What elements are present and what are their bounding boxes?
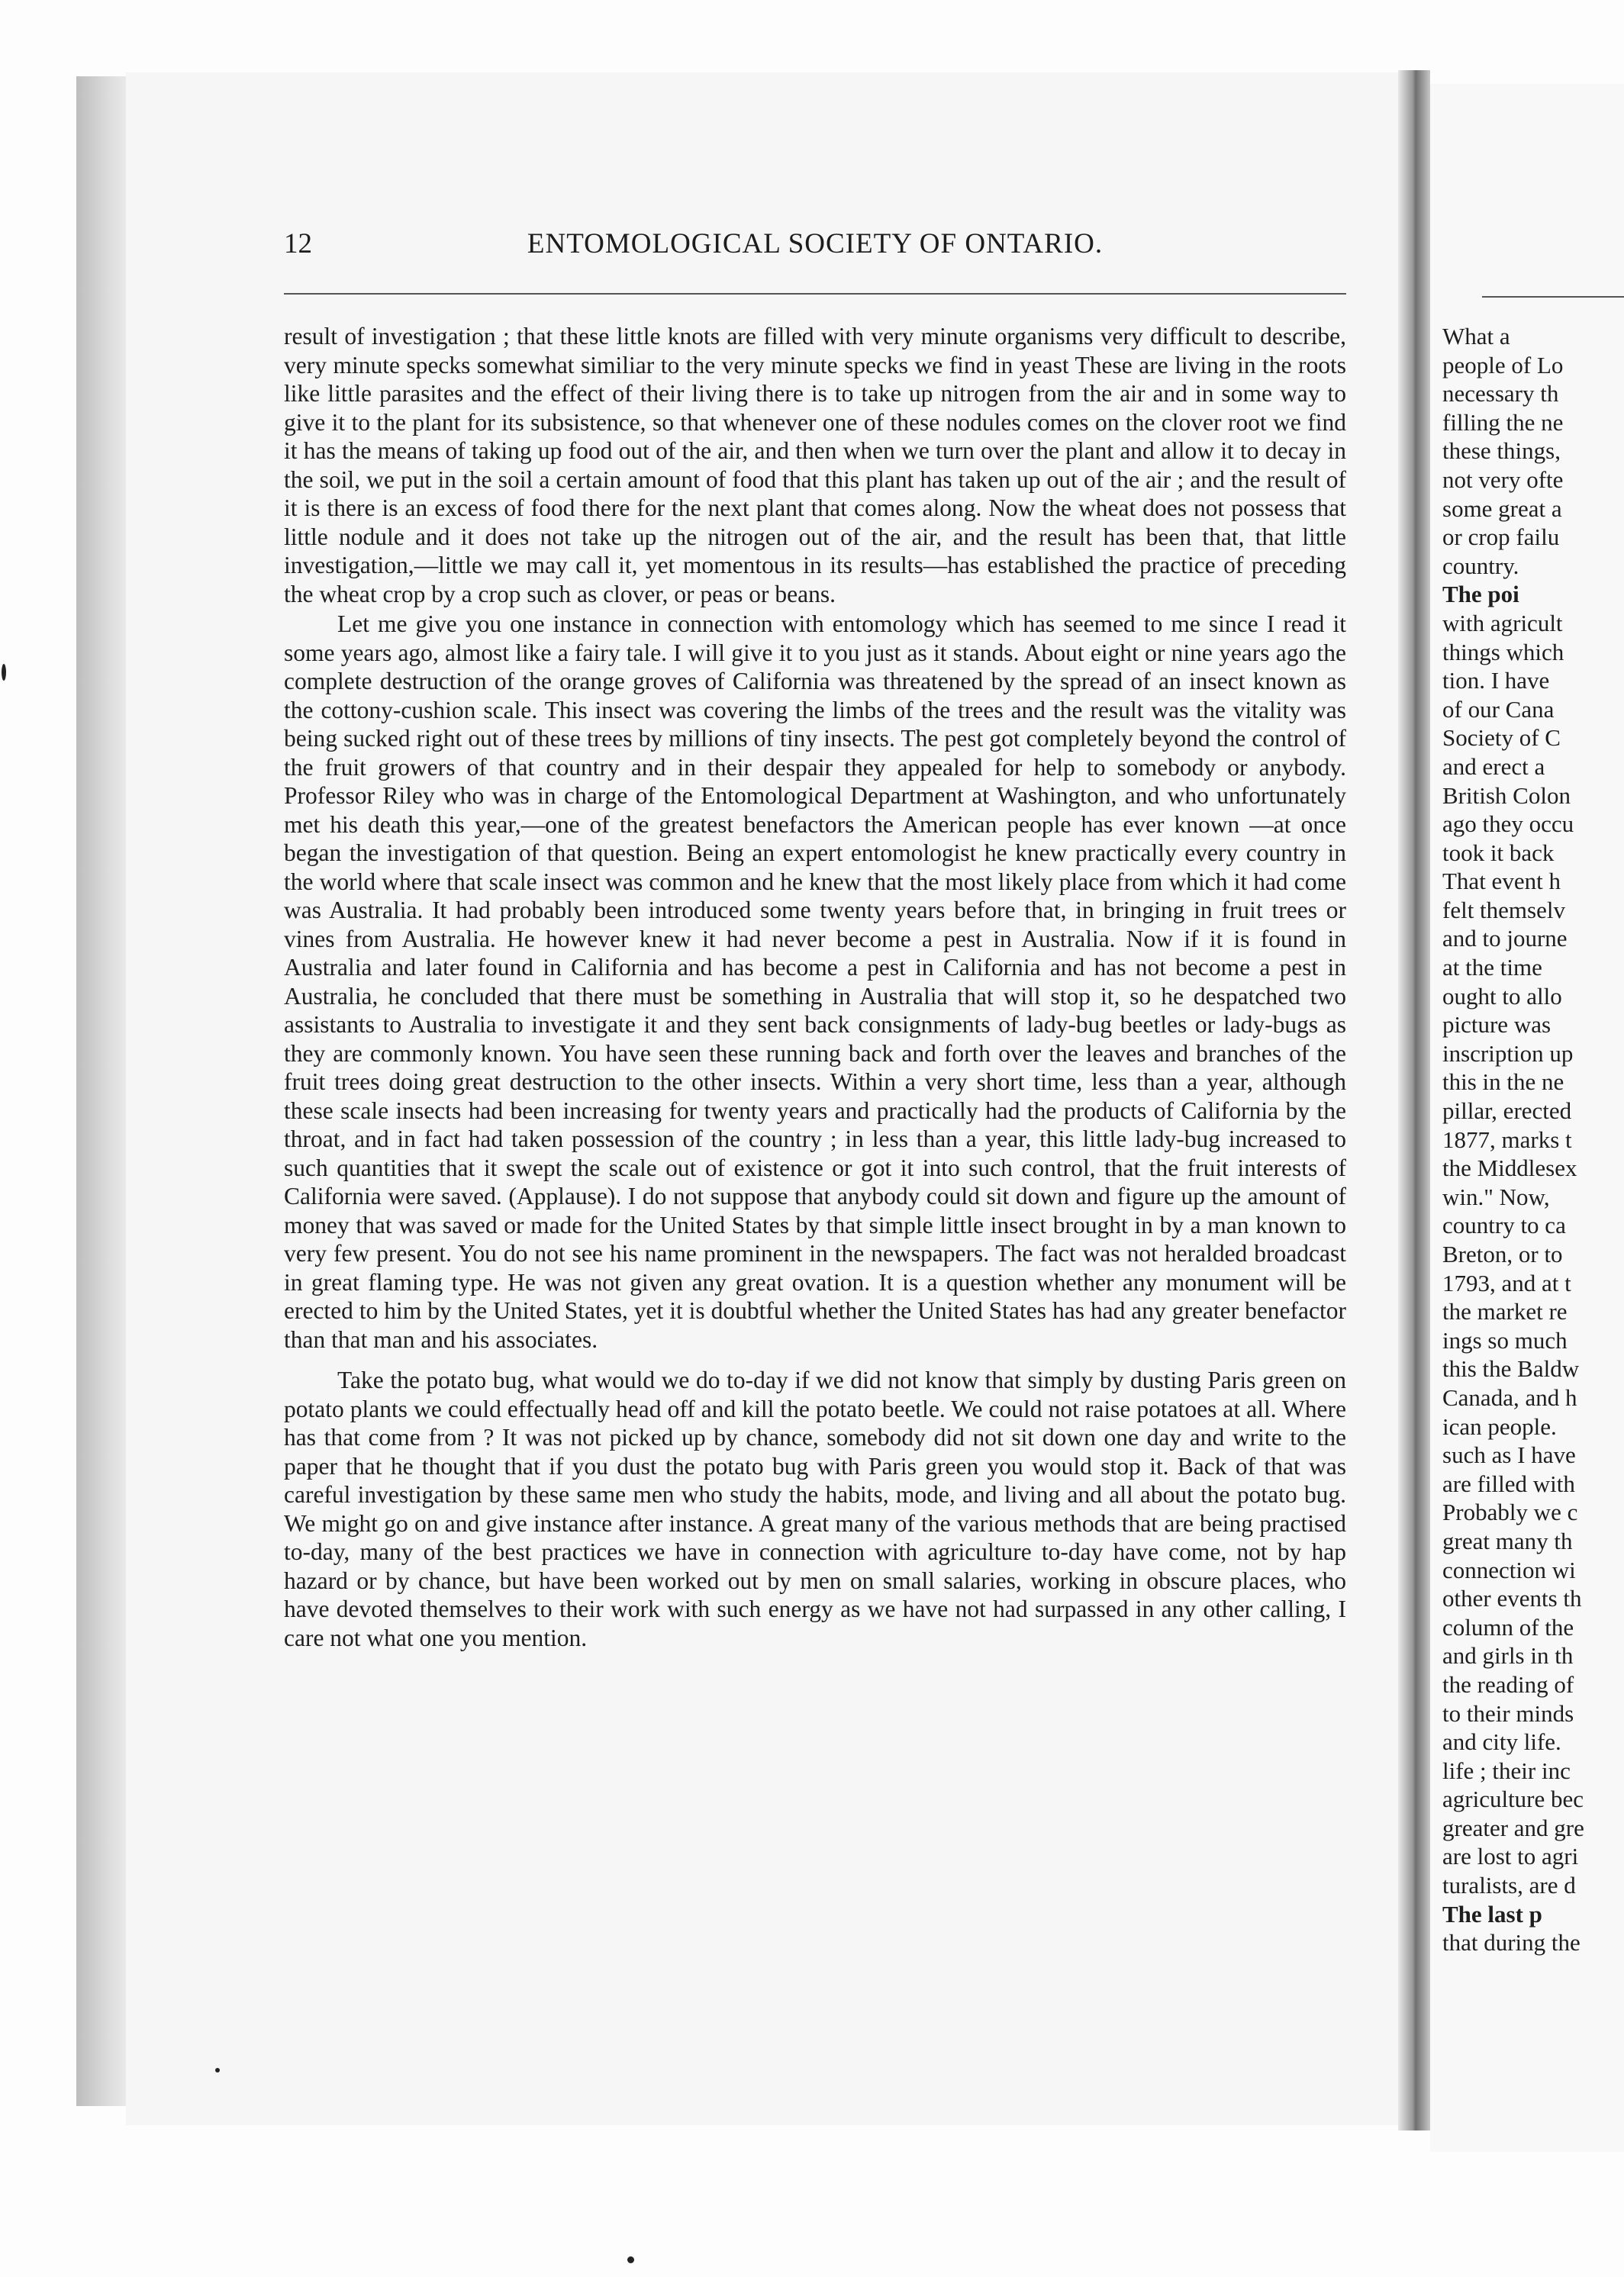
right-page-line: ought to allo	[1442, 982, 1562, 1010]
scan-speck	[627, 2256, 634, 2263]
right-page-line: win." Now,	[1442, 1183, 1550, 1210]
right-page-line: Probably we c	[1442, 1499, 1578, 1526]
right-page-line: ican people.	[1442, 1412, 1557, 1440]
right-page-line: things which	[1442, 638, 1564, 665]
right-page-line: with agricult	[1442, 609, 1563, 636]
book-gutter	[1398, 70, 1430, 2130]
right-page-line: agriculture bec	[1442, 1786, 1584, 1813]
page-header	[284, 227, 1346, 273]
right-page-line: other events th	[1442, 1585, 1582, 1612]
right-page-line: are lost to agri	[1442, 1843, 1579, 1870]
header-rule	[284, 293, 1346, 295]
page-number: 12	[284, 228, 312, 259]
right-page-line: or crop failu	[1442, 523, 1560, 551]
right-page-line: country to ca	[1442, 1212, 1566, 1239]
article-body	[284, 322, 1346, 1652]
right-page-line: and girls in th	[1442, 1642, 1574, 1670]
right-page-line: Canada, and h	[1442, 1383, 1577, 1411]
right-page-line: inscription up	[1442, 1039, 1574, 1067]
right-page-line: the market re	[1442, 1298, 1568, 1325]
right-page-line: ings so much	[1442, 1326, 1568, 1354]
right-page-line: life ; their inc	[1442, 1757, 1571, 1784]
right-page-line: some great a	[1442, 494, 1562, 522]
right-page-line: the Middlesex	[1442, 1155, 1577, 1182]
scan-speck	[215, 2068, 220, 2072]
paragraph-ladybug-california: Let me give you one instance in connection with entomology which has seemed to me since I read it some years ago, almost like a fairy tale. I will give it to you just as it stands. About eight or nine years ago the complete destruction of the orange groves of California was threatened by the spread of an insect known as the cottony-cushion scale. This insect was covering the limbs of the trees and the result was the vitality was being sucked right out of these trees by millions of tiny insects. The pest got completely beyond the control of the fruit growers of that country and in their despair they appealed for help to somebody or anybody. Professor Riley who was in charge of the Entomological Department at Washington, and who unfortunately met his death this year,—one of the greatest benefactors the American people has ever known —at once began the investigation of that question. Being an expert entomologist he knew practically every country in the world where that scale insect was common and he knew that the most likely place from which it had come was Australia. It had probably been introduced some twenty years before that, in bringing in fruit trees or vines from Australia. He however knew it had never become a pest in Australia. Now if it is found in Australia and later found in California and has become a pest in California and has not become a pest in Australia, he concluded that there must be something in Australia that will stop it, so he despatched two assistants to Australia to investigate it and they sent back consignments of lady-bug beetles or lady-bugs as they are commonly known. You have seen these running back and forth over the leaves and branches of the fruit trees doing great destruction to the other insects. Within a very short time, less than a year, although these scale insects had been increasing for twenty years and practically had the products of California by the throat, and in fact had taken possession of the country ; in less than a year, this little lady-bug increased to such quantities that it swept the scale out of existence or got it into such control, that the fruit interests of California were saved. (Applause). I do not suppose that anybody could sit down and figure up the amount of money that was saved or made for the United States by that simple little insect brought in by a man known to very few present. You do not see his name prominent in the newspapers. The fact was not heralded broadcast in great flaming type. He was not given any great ovation. It is a question whether any monument will be erected to him by the United States, yet it is doubtful whether the United States has had any greater benefactor than that man and his associates.	[284, 610, 1346, 1353]
right-page-line: column of the	[1442, 1613, 1574, 1641]
right-page-line: British Colon	[1442, 781, 1571, 809]
right-page-line: picture was	[1442, 1011, 1552, 1039]
right-page-line: turalists, are d	[1442, 1872, 1576, 1899]
right-header-rule	[1482, 296, 1624, 298]
scan-speck	[2, 664, 6, 681]
right-page-line: The last p	[1442, 1900, 1542, 1928]
right-page-line: ago they occu	[1442, 810, 1574, 838]
binding-shadow	[76, 76, 130, 2106]
right-page-line: and to journe	[1442, 925, 1568, 952]
right-page-line: tion. I have	[1442, 667, 1550, 694]
paragraph-potato-bug: Take the potato bug, what would we do to-day if we did not know that simply by dusting Paris green on potato plants we could effectually head off and kill the potato beetle. We could not raise potatoes at all. Where has that come from ? It was not picked up by chance, somebody did not sit down one day and write to the paper that he thought that if you dust the potato bug with Paris green you would stop it. Back of that was careful investigation by these same men who study the habits, mode, and living and all about the potato bug. We might go on and give instance after instance. A great many of the various methods that are being practised to-day, many of the best practices we have in connection with agriculture to-day have come, not by hap hazard or by chance, but have been worked out by men on small salaries, working in obscure places, who have devoted themselves to their work with such energy as we have not had surpassed in any other calling, I care not what one you mention.	[284, 1367, 1346, 1651]
right-page-line: filling the ne	[1442, 408, 1564, 436]
right-page-line: of our Cana	[1442, 695, 1555, 723]
right-page-line: at the time	[1442, 954, 1542, 981]
right-page-line: that during the	[1442, 1929, 1580, 1957]
right-page-line: connection wi	[1442, 1556, 1576, 1583]
right-page-line: That event h	[1442, 868, 1561, 895]
right-page-line: greater and gre	[1442, 1814, 1584, 1841]
right-page-line: 1877, marks t	[1442, 1126, 1572, 1153]
right-page-line: The poi	[1442, 581, 1519, 608]
right-page-line: this in the ne	[1442, 1068, 1564, 1096]
right-page-line: the reading of	[1442, 1670, 1574, 1698]
right-page-column	[1442, 322, 1624, 1957]
right-page-line: 1793, and at t	[1442, 1269, 1571, 1296]
right-page-line: pillar, erected	[1442, 1097, 1572, 1125]
right-page-line: and city life.	[1442, 1728, 1561, 1756]
right-page-line: are filled with	[1442, 1470, 1575, 1497]
right-page-line: this the Baldw	[1442, 1355, 1580, 1383]
right-page-line: and erect a	[1442, 752, 1545, 780]
right-page-line: people of Lo	[1442, 351, 1564, 378]
right-page-line: Breton, or to	[1442, 1241, 1563, 1267]
right-page-line: these things,	[1442, 437, 1561, 465]
right-page-line: took it back	[1442, 839, 1555, 866]
right-page-line: country.	[1442, 552, 1519, 579]
paragraph-nitrogen-nodules: result of investigation ; that these little knots are filled with very minute organisms very difficult to describe, very minute specks somewhat similiar to the very minute specks we find in yeast These are living in the roots like little parasites and the effect of their living there is to take up nitrogen from the air and in some way to give it to the plant for its subsistence, so that whenever one of these nodules comes on the clover root we find it has the means of taking up food out of the air, and then when we turn over the plant and allow it to decay in the soil, we put in the soil a certain amount of food that this plant has taken up out of the air ; and the result of it is there is an excess of food there for the next plant that comes along. Now the wheat does not possess that little nodule and it does not take up the nitrogen out of the air, and the result has been that, that little investigation,—little we may call it, yet momentous in its results—has established the practice of preceding the wheat crop by a crop such as clover, or peas or beans.	[284, 323, 1346, 607]
right-page-line: necessary th	[1442, 380, 1559, 407]
right-page-line: such as I have	[1442, 1441, 1576, 1469]
right-page-line: felt themselv	[1442, 896, 1565, 923]
running-title: ENTOMOLOGICAL SOCIETY OF ONTARIO.	[527, 228, 1104, 259]
right-page-line: great many th	[1442, 1527, 1573, 1554]
right-page-line: to their minds	[1442, 1699, 1574, 1727]
right-page-line: Society of C	[1442, 724, 1561, 752]
right-page-line: What a	[1442, 323, 1510, 349]
right-page-line: not very ofte	[1442, 465, 1564, 493]
